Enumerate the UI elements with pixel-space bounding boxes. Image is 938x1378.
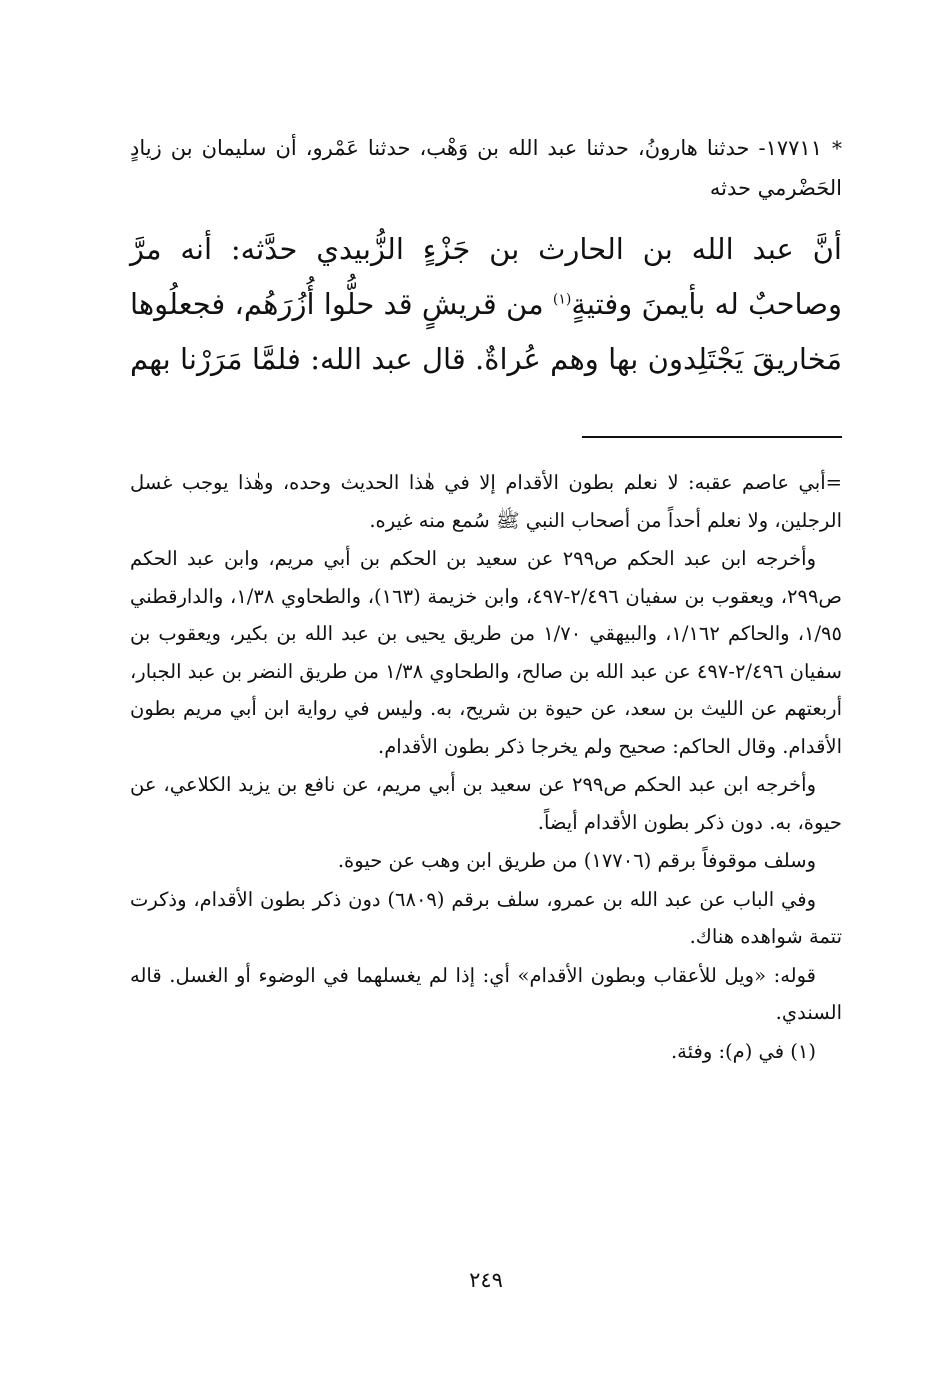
matn-text-2: من قريشٍ قد حلُّوا أُزُرَهُم، فجعلُوها مَخاريقَ يَجْتَلِدون بها وهم عُراةٌ. قال عبد الله: فلمَّا مَرَرْنا بهم [130, 287, 842, 376]
hadith-marker: * [832, 136, 842, 160]
hadith-isnad [130, 128, 842, 208]
note-paragraph-5: وفي الباب عن عبد الله بن عمرو، سلف برقم (٦٨٠٩) دون ذكر بطون الأقدام، وذكرت تتمة شواهده هناك. [130, 887, 842, 948]
document-page [130, 128, 842, 1308]
footnotes [130, 464, 842, 1071]
page-number: ٢٤٩ [469, 1268, 503, 1292]
footnote-1: (١) في (م): وفئة. [670, 1039, 816, 1063]
hadith-matn [130, 222, 842, 387]
matn-text-1: أنَّ عبد الله بن الحارث بن جَزْءٍ الزُّبيدي حدَّثه: أنه مرَّ وصاحبٌ له بأيمنَ وفتيةٍ [130, 232, 842, 321]
note-paragraph-6: قوله: «ويل للأعقاب وبطون الأقدام» أي: إذا لم يغسلهما في الوضوء أو الغسل. قاله السندي. [130, 963, 842, 1024]
note-paragraph-1: =أبي عاصم عقبه: لا نعلم بطون الأقدام إلا في هٰذا الحديث وحده، وهٰذا يوجب غسل الرجلين، ولا نعلم أحداً من أصحاب النبي ﷺ سُمع منه غيره. [130, 471, 842, 532]
note-paragraph-3: وأخرجه ابن عبد الحكم ص٢٩٩ عن سعيد بن أبي مريم، عن نافع بن يزيد الكلاعي، عن حيوة، به. دون ذكر بطون الأقدام أيضاً. [130, 773, 842, 834]
note-paragraph-2: وأخرجه ابن عبد الحكم ص٢٩٩ عن سعيد بن الحكم بن أبي مريم، وابن عبد الحكم ص٢٩٩، ويعقوب بن سفيان ٢/٤٩٦-٤٩٧، وابن خزيمة (١٦٣)، والطحاوي ١/٣٨، والدارقطني ١/٩٥، والحاكم ١/١٦٢، والبيهقي ١/٧٠ من طريق يحيى بن عبد الله بن بكير، ويعقوب بن سفيان ٢/٤٩٦-٤٩٧ عن عبد الله بن صالح، والطحاوي ١/٣٨ من طريق النضر بن عبد الجبار، أربعتهم عن الليث بن سعد، عن حيوة بن شريح، به. وليس في رواية ابن أبي مريم بطون الأقدام. وقال الحاكم: صحيح ولم يخرجا ذكر بطون الأقدام. [130, 547, 842, 758]
footnote-separator [582, 436, 842, 438]
note-paragraph-4: وسلف موقوفاً برقم (١٧٧٠٦) من طريق ابن وهب عن حيوة. [337, 849, 816, 872]
footnote-reference: (١) [552, 291, 572, 308]
isnad-text: ١٧٧١١- حدثنا هارونُ، حدثنا عبد الله بن وَهْب، حدثنا عَمْرو، أن سليمان بن زيادٍ الحَضْرمي حدثه [130, 136, 842, 200]
